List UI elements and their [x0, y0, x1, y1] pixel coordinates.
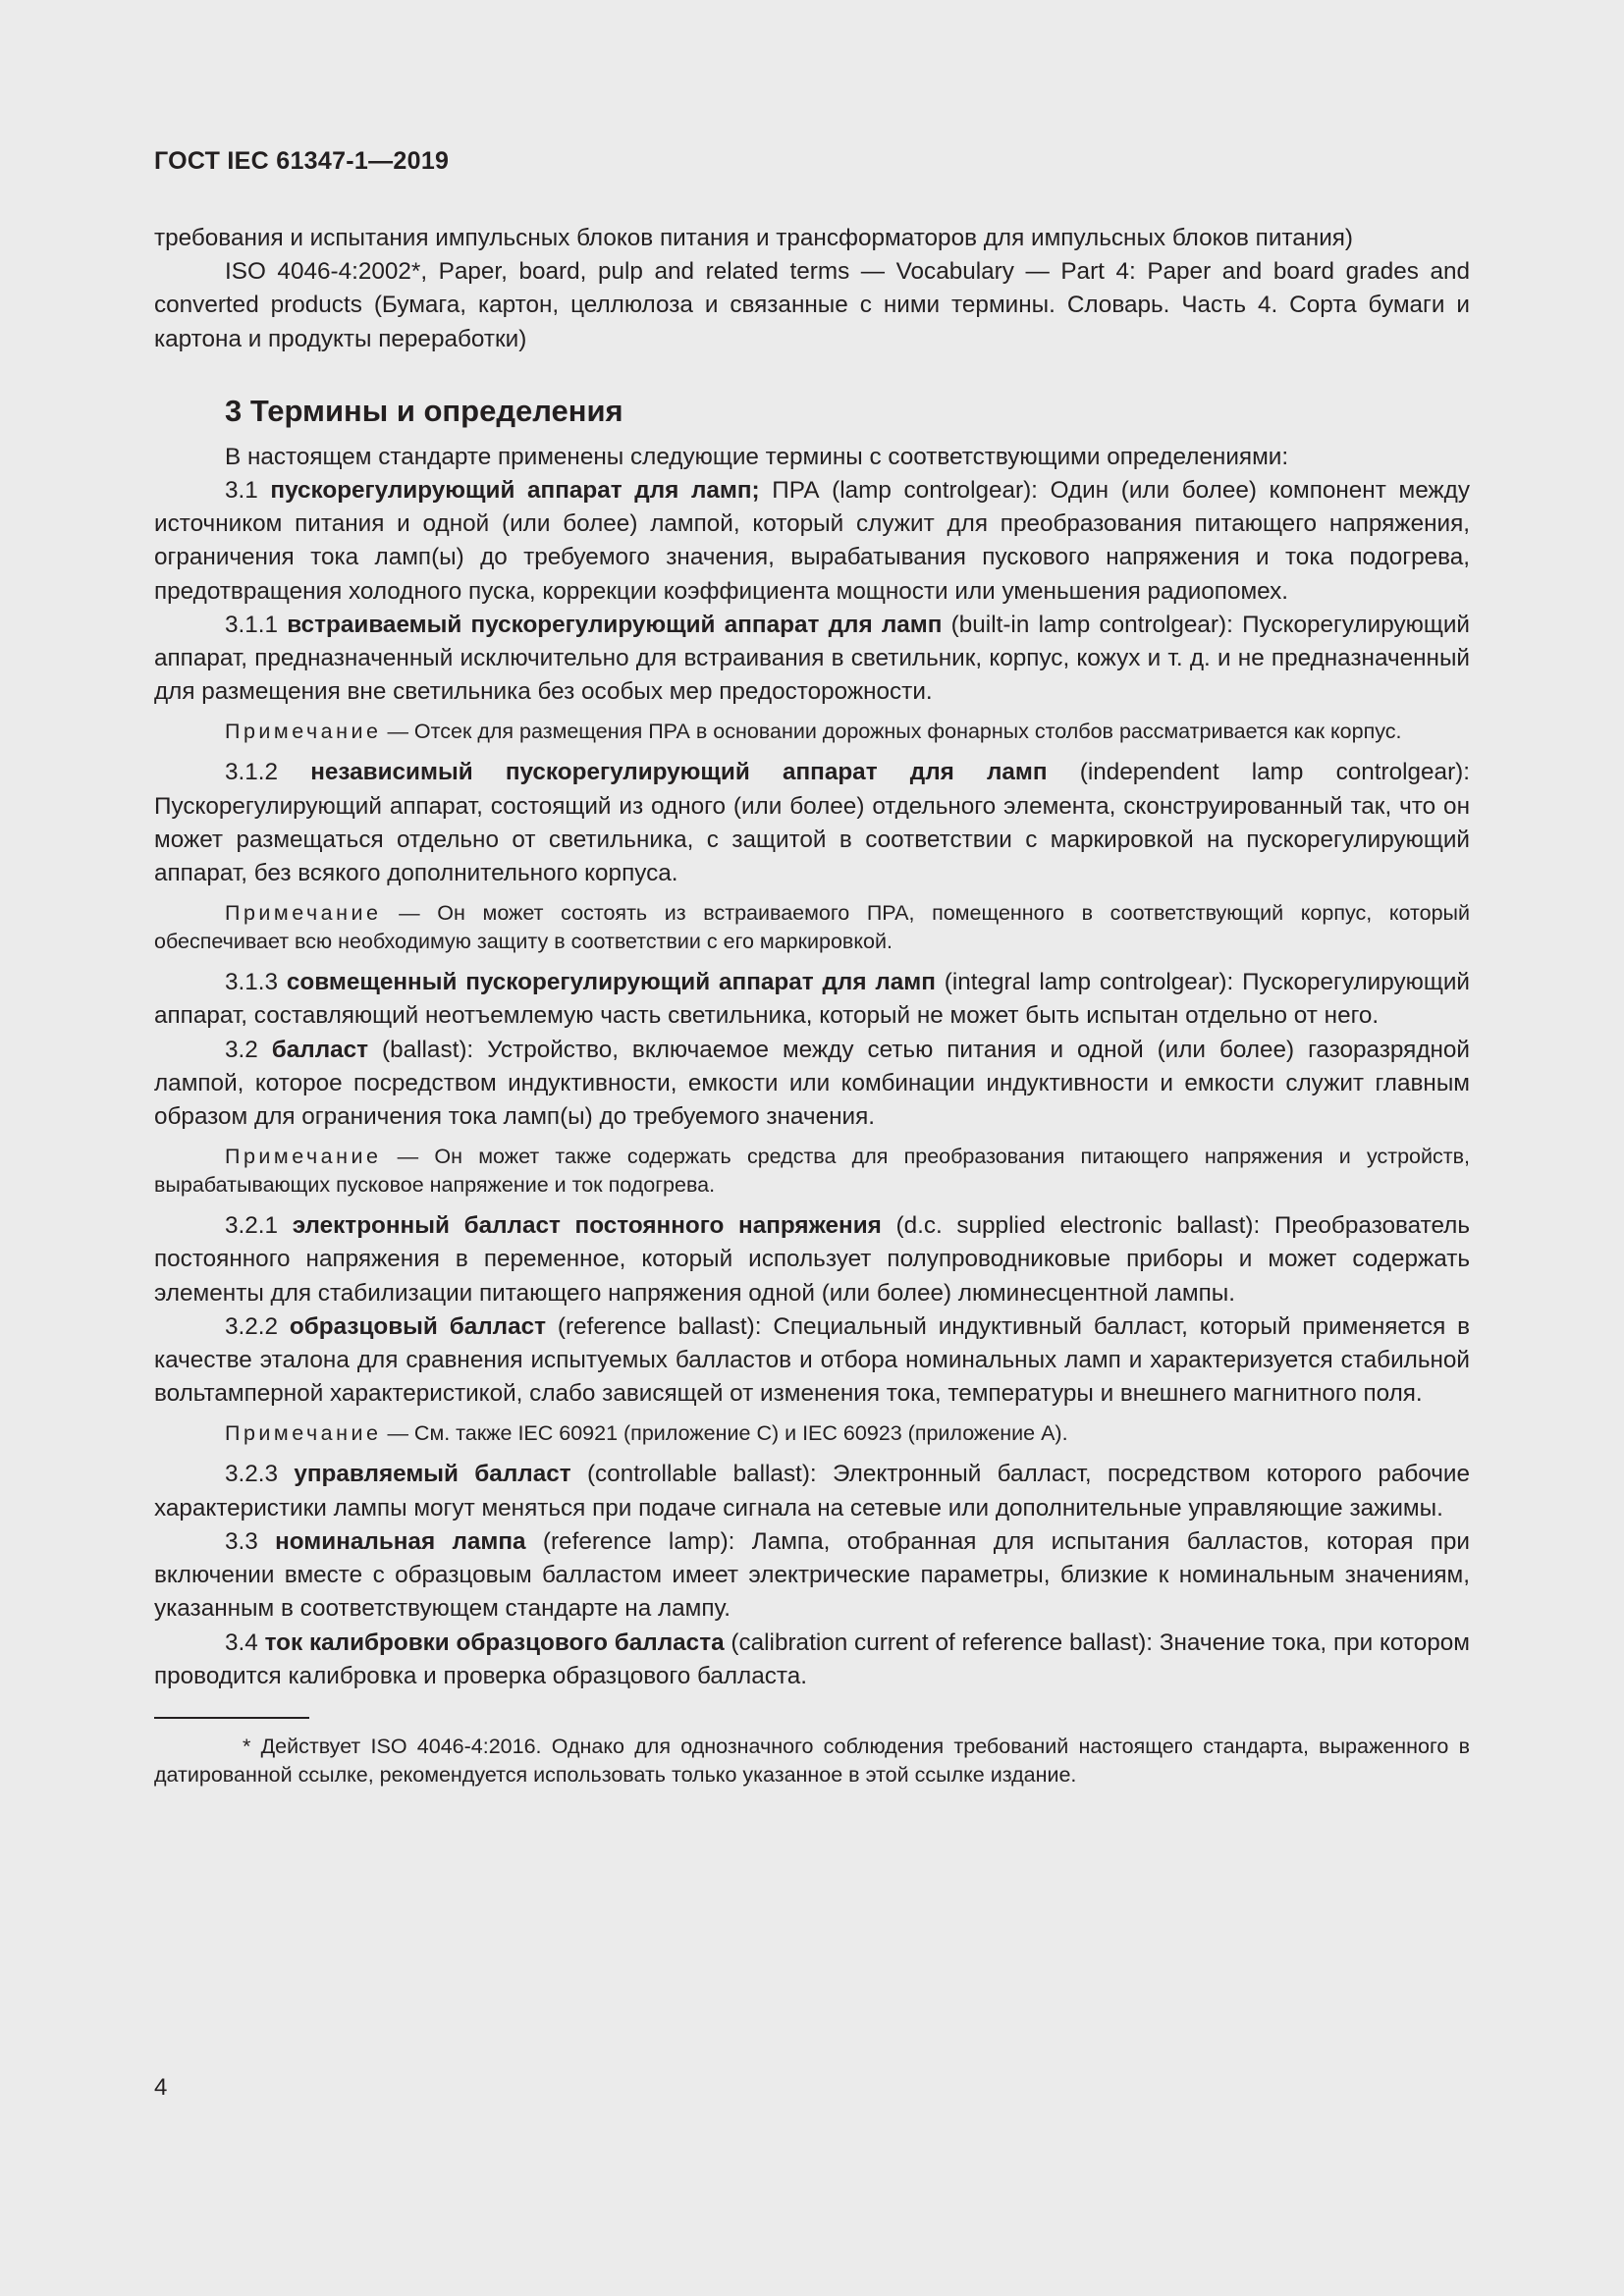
definition: (calibration current of reference ballast): Значение тока, при котором проводится калибровка и проверка образцового балласта.: [154, 1629, 1470, 1689]
entry-number: 3.2.1: [225, 1212, 293, 1240]
term: встраиваемый пускорегулирующий аппарат для ламп: [287, 611, 943, 638]
note-label: Примечание: [225, 901, 382, 926]
definition: (ballast): Устройство, включаемое между сетью питания и одной (или более) газоразрядной лампой, которое посредством индуктивности, емкости или комбинации индуктивности и емкости служит главным образом для ограничения тока ламп(ы) до требуемого значения.: [154, 1036, 1471, 1131]
note-label: Примечание: [225, 1145, 382, 1169]
term-entry-3-2-2: [154, 1310, 1470, 1412]
paragraph: требования и испытания импульсных блоков питания и трансформаторов для импульсных блоков питания): [154, 225, 1354, 251]
note-label: Примечание: [225, 720, 382, 744]
entry-number: 3.2.2: [225, 1312, 290, 1340]
term: управляемый балласт: [294, 1461, 571, 1488]
term-entry-3-1-3: [154, 966, 1470, 1033]
note-text: — Отсек для размещения ПРА в основании дорожных фонарных столбов рассматривается как корпус.: [387, 720, 1402, 744]
footnote-divider: [154, 1717, 309, 1719]
definition: (built-in lamp controlgear): Пускорегулирующий аппарат, предназначенный исключительно для встраивания в светильник, корпус, кожух и т. д. и не предназначенный для размещения вне светильника без особых мер предосторожности.: [154, 611, 1470, 706]
term: пускорегулирующий аппарат для ламп;: [270, 477, 760, 505]
definition: (controllable ballast): Электронный балласт, посредством которого рабочие характеристики лампы могут меняться при подаче сигнала на сетевые или дополнительные управляющие зажимы.: [154, 1461, 1471, 1522]
note-text: — См. также IEC 60921 (приложение С) и IEC 60923 (приложение А).: [387, 1421, 1068, 1446]
entry-number: 3.1.2: [225, 759, 311, 786]
note-label: Примечание: [225, 1421, 382, 1446]
definition: (reference ballast): Специальный индуктивный балласт, который применяется в качестве эталона для сравнения испытуемых балластов и отбора номинальных ламп и характеризуется стабильной вольтамперной характеристикой, слабо зависящей от изменения тока, температуры и внешнего магнитного поля.: [154, 1312, 1471, 1408]
entry-number: 3.1.3: [225, 969, 287, 996]
term-entry-3-2-3: [154, 1458, 1470, 1524]
document-header: ГОСТ IEC 61347-1—2019: [154, 147, 450, 175]
document-body: [154, 222, 1470, 1789]
term-entry-3-3: [154, 1525, 1470, 1627]
entry-number: 3.2.3: [225, 1461, 295, 1488]
term: независимый пускорегулирующий аппарат для ламп: [310, 759, 1048, 786]
term-entry-3-1: [154, 474, 1470, 609]
term-entry-3-1-1: [154, 609, 1470, 710]
note: [154, 1419, 1470, 1448]
page-number: 4: [154, 2074, 168, 2101]
term-entry-3-4: [154, 1627, 1470, 1693]
lead-paragraph: В настоящем стандарте применены следующие термины с соответствующими определениями:: [225, 443, 1289, 470]
note-text: — Он может также содержать средства для преобразования питающего напряжения и устройств, вырабатывающих пусковое напряжение и ток подогрева.: [154, 1145, 1470, 1198]
term: номинальная лампа: [275, 1527, 526, 1555]
entry-number: 3.1: [225, 477, 271, 505]
definition: (reference lamp): Лампа, отобранная для испытания балластов, которая при включении вместе с образцовым балластом имеет электрические параметры, близкие к номинальным значениям, указанным в соответствующем стандарте на лампу.: [154, 1527, 1470, 1623]
reference-entry: ISO 4046-4:2002*, Paper, board, pulp and related terms — Vocabulary — Part 4: Paper and board grades and converted products (Бумага, картон, целлюлоза и связанные с ними термины. Словарь. Часть 4. Сорта бумаги и картона и продукты переработки): [154, 258, 1470, 352]
term: электронный балласт постоянного напряжения: [292, 1212, 882, 1240]
note: [154, 1143, 1470, 1200]
section-heading: 3 Термины и определения: [225, 393, 623, 428]
entry-number: 3.2: [225, 1036, 272, 1063]
term: совмещенный пускорегулирующий аппарат для ламп: [286, 969, 936, 996]
definition: (integral lamp controlgear): Пускорегулирующий аппарат, составляющий неотъемлемую часть светильника, который не может быть испытан отдельно от него.: [154, 969, 1470, 1030]
definition: (independent lamp controlgear): Пускорегулирующий аппарат, состоящий из одного (или более) отдельного элемента, сконструированный так, что он может размещаться отдельно от светильника, с защитой в соответствии с маркировкой на пускорегулирующий аппарат, без всякого дополнительного корпуса.: [154, 759, 1470, 887]
definition: ПРА (lamp controlgear): Один (или более) компонент между источником питания и одной (или более) лампой, который служит для преобразования питающего напряжения, ограничения тока ламп(ы) до требуемого значения, вырабатывания пускового напряжения и тока подогрева, предотвращения холодного пуска, коррекции коэффициента мощности или уменьшения радиопомех.: [154, 477, 1471, 605]
footnote: * Действует ISO 4046-4:2016. Однако для однозначного соблюдения требований настоящего стандарта, выраженного в датированной ссылке, рекомендуется использовать только указанное в этой ссылке издание.: [154, 1734, 1470, 1787]
term: балласт: [271, 1036, 369, 1063]
entry-number: 3.3: [225, 1527, 276, 1555]
entry-number: 3.1.1: [225, 611, 288, 638]
note-text: — Он может состоять из встраиваемого ПРА, помещенного в соответствующий корпус, который обеспечивает всю необходимую защиту в соответствии с его маркировкой.: [154, 901, 1470, 954]
note: [154, 899, 1470, 956]
note: [154, 718, 1470, 746]
definition: (d.c. supplied electronic ballast): Преобразователь постоянного напряжения в переменное, который использует полупроводниковые приборы и может содержать элементы для стабилизации питающего напряжения одной (или более) люминесцентной лампы.: [154, 1212, 1470, 1307]
term: ток калибровки образцового балласта: [264, 1629, 725, 1656]
term-entry-3-1-2: [154, 756, 1470, 890]
entry-number: 3.4: [225, 1629, 265, 1656]
term-entry-3-2: [154, 1034, 1470, 1135]
term: образцовый балласт: [289, 1312, 547, 1340]
term-entry-3-2-1: [154, 1209, 1470, 1310]
